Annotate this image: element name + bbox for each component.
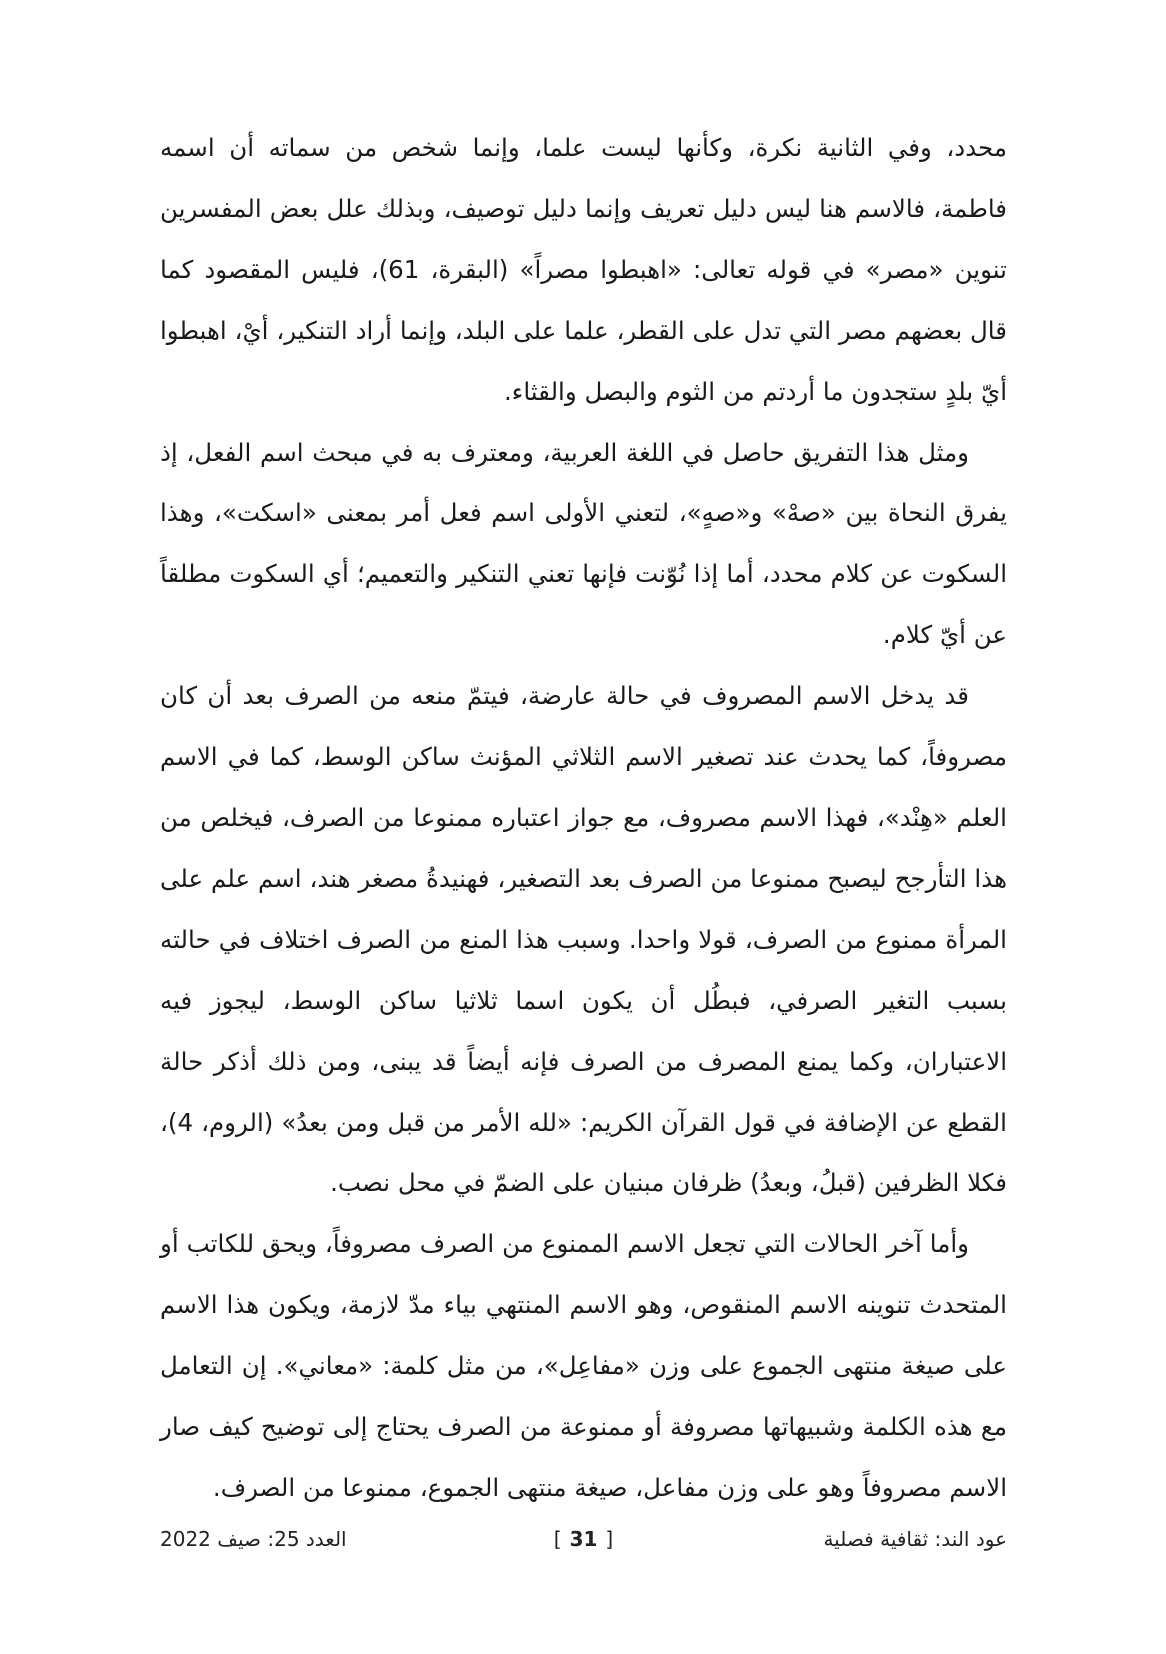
page-footer	[160, 1522, 1007, 1556]
paragraph-3: قد يدخل الاسم المصروف في حالة عارضة، فيتمّ منعه من الصرف بعد أن كان مصروفاً، كما يحدث عند تصغير الاسم الثلاثي المؤنث ساكن الوسط، كما في الاسم العلم «هِنْد»، فهذا الاسم مصروف، مع جواز اعتباره ممنوعا من الصرف، فيخلص من هذا التأرجح ليصبح ممنوعا من الصرف بعد التصغير، فهنيدةُ مصغر هند، اسم علم على المرأة ممنوع من الصرف، قولا واحدا. وسبب هذا المنع من الصرف اختلاف في حالته بسبب التغير الصرفي، فبطُل أن يكون اسما ثلاثيا ساكن الوسط، ليجوز فيه الاعتباران، وكما يمنع المصرف من الصرف فإنه أيضاً قد يبنى، ومن ذلك أذكر حالة القطع عن الإضافة في قول القرآن الكريم: «لله الأمر من قبل ومن بعدُ» (الروم، 4)، فكلا الظرفين (قبلُ، وبعدُ) ظرفان مبنيان على الضمّ في محل نصب.	[160, 681, 1007, 1198]
article-body	[160, 118, 1007, 1519]
page-number: 31	[569, 1527, 598, 1551]
issue-info: العدد 25: صيف 2022	[160, 1527, 347, 1551]
paragraph-4: وأما آخر الحالات التي تجعل الاسم الممنوع من الصرف مصروفاً، ويحق للكاتب أو المتحدث تنوينه الاسم المنقوص، وهو الاسم المنتهي بياء مدّ لازمة، ويكون هذا الاسم على صيغة منتهى الجموع على وزن «مفاعِل»، من مثل كلمة: «معاني». إن التعامل مع هذه الكلمة وشبيهاتها مصروفة أو ممنوعة من الصرف يحتاج إلى توضيح كيف صار الاسم مصروفاً وهو على وزن مفاعل، صيغة منتهى الجموع، ممنوعا من الصرف.	[160, 1229, 1007, 1502]
page-number-group	[546, 1522, 621, 1556]
page-bracket-close: ]	[605, 1527, 614, 1551]
paragraph-1: محدد، وفي الثانية نكرة، وكأنها ليست علما، وإنما شخص من سماته أن اسمه فاطمة، فالاسم هنا ليس دليل تعريف وإنما دليل توصيف، وبذلك علل بعض المفسرين تنوين «مصر» في قوله تعالى: «اهبطوا مصراً» (البقرة، 61)، فليس المقصود كما قال بعضهم مصر التي تدل على القطر، علما على البلد، وإنما أراد التنكير، أيْ، اهبطوا أيّ بلدٍ ستجدون ما أردتم من الثوم والبصل والقثاء.	[160, 133, 1007, 406]
page-bracket-open: [	[553, 1527, 562, 1551]
paragraph-2: ومثل هذا التفريق حاصل في اللغة العربية، ومعترف به في مبحث اسم الفعل، إذ يفرق النحاة بين «صهْ» و«صهٍ»، لتعني الأولى اسم فعل أمر بمعنى «اسكت»، وهذا السكوت عن كلام محدد، أما إذا نُوّنت فإنها تعني التنكير والتعميم؛ أي السكوت مطلقاً عن أيّ كلام.	[160, 437, 1007, 650]
journal-title: عود الند: ثقافية فصلية	[823, 1527, 1007, 1551]
